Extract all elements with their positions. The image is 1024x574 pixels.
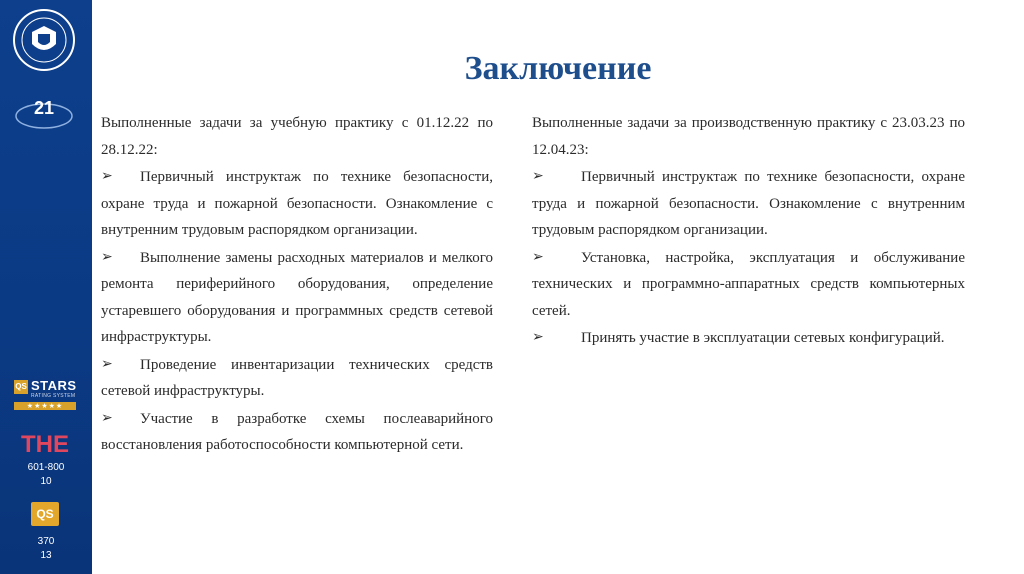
- right-list-item: [532, 325, 965, 352]
- left-intro: Выполненные задачи за учебную практику с 01.12.22 по 28.12.22:: [101, 115, 493, 158]
- slide-title: Заключение: [464, 50, 652, 87]
- right-item-text: Первичный инструктаж по технике безопасности, охране труда и пожарной безопасности. Ознакомление с внутренним трудовым распорядком организации.: [532, 169, 965, 238]
- right-column: [532, 110, 965, 352]
- qs-rank: 370: [37, 536, 55, 547]
- arrow-bullet-icon: ➢: [101, 169, 113, 184]
- sidebar: [0, 0, 92, 574]
- svg-text:THE: THE: [21, 431, 69, 458]
- right-intro: Выполненные задачи за производственную практику с 23.03.23 по 12.04.23:: [532, 115, 965, 158]
- right-list-item: [532, 245, 965, 325]
- qs-mini-logo: QS: [14, 380, 28, 394]
- qs-score: 13: [40, 550, 52, 561]
- arrow-bullet-icon: ➢: [532, 330, 544, 345]
- arrow-bullet-icon: ➢: [101, 356, 113, 372]
- left-list-item: [101, 352, 493, 405]
- left-item-text: Проведение инвентаризации технических средств сетевой инфраструктуры.: [101, 356, 493, 399]
- arrow-bullet-icon: ➢: [532, 249, 544, 265]
- svg-text:21: 21: [33, 98, 55, 118]
- the-rank: 601-800: [27, 462, 65, 473]
- right-item-text: Принять участие в эксплуатации сетевых конфигураций.: [581, 330, 945, 346]
- qs-stars-badge: [14, 378, 76, 412]
- left-item-text: Первичный инструктаж по технике безопасности, охране труда и пожарной безопасности. Ознакомление с внутренним трудовым распорядком организации.: [101, 169, 493, 238]
- left-column: [101, 110, 493, 459]
- qs-logo: QS: [31, 502, 59, 526]
- arrow-bullet-icon: ➢: [532, 169, 544, 184]
- the-logo: [21, 428, 69, 458]
- stars-rating-row: ★★★★★: [14, 402, 76, 410]
- university-crest-icon: [12, 8, 76, 72]
- arrow-bullet-icon: ➢: [101, 249, 113, 265]
- right-list-item: [532, 164, 965, 244]
- right-item-text: Установка, настройка, эксплуатация и обслуживание технических и программно-аппаратных средств компьютерных сетей.: [532, 249, 965, 319]
- stars-subtitle: RATING SYSTEM: [31, 393, 76, 399]
- anniversary-badge-icon: [14, 96, 74, 132]
- stars-word: STARS: [31, 378, 77, 393]
- arrow-bullet-icon: ➢: [101, 410, 113, 426]
- left-list-item: [101, 164, 493, 244]
- left-item-text: Участие в разработке схемы послеаварийного восстановления работоспособности компьютерной сети.: [101, 410, 493, 453]
- left-list-item: [101, 406, 493, 459]
- the-score: 10: [40, 476, 52, 487]
- left-list-item: [101, 245, 493, 351]
- left-item-text: Выполнение замены расходных материалов и мелкого ремонта периферийного оборудования, определение устаревшего оборудования и программных средств сетевой инфраструктуры.: [101, 249, 493, 345]
